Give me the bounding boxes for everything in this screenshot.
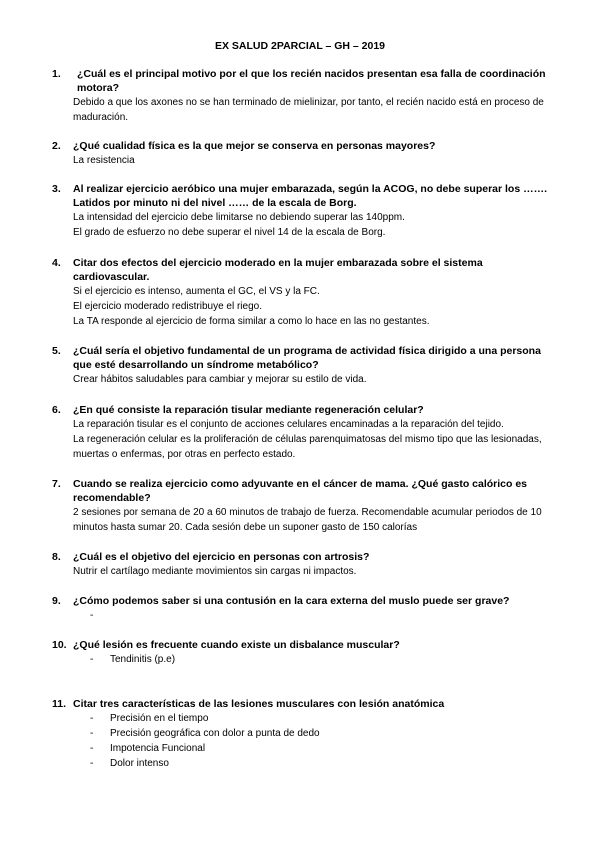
question-text: ¿Qué cualidad física es la que mejor se conserva en personas mayores? bbox=[73, 140, 436, 152]
question-8 bbox=[52, 550, 552, 579]
bullet-item bbox=[90, 726, 552, 741]
question-text: ¿En qué consiste la reparación tisular mediante regeneración celular? bbox=[73, 404, 424, 416]
dash-bullet-icon: - bbox=[90, 610, 94, 621]
bullet-text: Impotencia Funcional bbox=[110, 743, 206, 754]
question-text: ¿Cuál sería el objetivo fundamental de un programa de actividad física dirigido a una persona que esté desarrollando un síndrome metabólico? bbox=[73, 345, 541, 371]
question-number: 6. bbox=[52, 404, 61, 416]
answer-line: La intensidad del ejercicio debe limitarse no debiendo superar las 140ppm. bbox=[73, 212, 405, 223]
question-number: 8. bbox=[52, 551, 61, 563]
answer-line: La TA responde al ejercicio de forma similar a como lo hace en las no gestantes. bbox=[73, 316, 430, 327]
dash-bullet-icon: - bbox=[90, 758, 94, 769]
question-number: 10. bbox=[52, 639, 67, 651]
dash-bullet-icon: - bbox=[90, 654, 94, 665]
question-text: ¿Cuál es el principal motivo por el que los recién nacidos presentan esa falla de coordinación motora? bbox=[77, 68, 546, 94]
dash-bullet-icon: - bbox=[90, 728, 94, 739]
dash-bullet-icon: - bbox=[90, 713, 94, 724]
document-title: EX SALUD 2PARCIAL – GH – 2019 bbox=[215, 40, 385, 52]
bullet-text: Tendinitis (p.e) bbox=[110, 654, 176, 665]
bullet-text: Dolor intenso bbox=[110, 758, 169, 769]
question-number: 7. bbox=[52, 478, 61, 490]
answer-line: Si el ejercicio es intenso, aumenta el GC, el VS y la FC. bbox=[73, 286, 320, 297]
answer-line: El ejercicio moderado redistribuye el riego. bbox=[73, 301, 262, 312]
question-number: 11. bbox=[52, 698, 67, 710]
answer-line: Crear hábitos saludables para cambiar y mejorar su estilo de vida. bbox=[73, 374, 367, 385]
question-number: 9. bbox=[52, 595, 61, 607]
question-9 bbox=[52, 594, 552, 621]
question-4 bbox=[52, 256, 552, 329]
question-2 bbox=[52, 139, 552, 168]
question-text: ¿Cuál es el objetivo del ejercicio en personas con artrosis? bbox=[73, 551, 370, 563]
question-number: 2. bbox=[52, 140, 61, 152]
answer-line: La regeneración celular es la proliferación de células parenquimatosas del mismo tipo que las lesionadas, muertas o enfermas, por otras en perfecto estado. bbox=[73, 434, 542, 460]
bullet-item bbox=[90, 711, 552, 726]
dash-bullet-icon: - bbox=[90, 743, 94, 754]
answer-line: El grado de esfuerzo no debe superar el nivel 14 de la escala de Borg. bbox=[73, 227, 386, 238]
bullet-text: Precisión en el tiempo bbox=[110, 713, 209, 724]
question-5 bbox=[52, 344, 552, 387]
bullet-item bbox=[90, 741, 552, 756]
bullet-item bbox=[90, 652, 552, 667]
answer-line: 2 sesiones por semana de 20 a 60 minutos de trabajo de fuerza. Recomendable acumular periodos de 10 minutos hasta sumar 20. Cada sesión debe un suponer gasto de 150 calorías bbox=[73, 507, 542, 533]
question-number: 5. bbox=[52, 345, 61, 357]
bullet-text: Precisión geográfica con dolor a punta de dedo bbox=[110, 728, 320, 739]
question-3 bbox=[52, 182, 552, 240]
answer-line: La reparación tisular es el conjunto de acciones celulares encaminadas a la reparación del tejido. bbox=[73, 419, 504, 430]
question-6 bbox=[52, 403, 552, 462]
question-text: ¿Qué lesión es frecuente cuando existe un disbalance muscular? bbox=[73, 639, 400, 651]
question-1 bbox=[52, 67, 552, 125]
question-text: Citar tres características de las lesiones musculares con lesión anatómica bbox=[73, 698, 445, 710]
answer-line: Nutrir el cartílago mediante movimientos sin cargas ni impactos. bbox=[73, 566, 357, 577]
question-text: Cuando se realiza ejercicio como adyuvante en el cáncer de mama. ¿Qué gasto calórico es recomendable? bbox=[73, 478, 528, 504]
answer-line: La resistencia bbox=[73, 155, 135, 166]
bullet-item bbox=[90, 756, 552, 771]
question-number: 3. bbox=[52, 183, 61, 195]
question-text: Al realizar ejercicio aeróbico una mujer embarazada, según la ACOG, no debe superar los ……. Latidos por minuto ni del nivel …… de la escala de Borg. bbox=[73, 183, 548, 209]
question-text: ¿Cómo podemos saber si una contusión en la cara externa del muslo puede ser grave? bbox=[73, 595, 510, 607]
question-7 bbox=[52, 477, 552, 535]
question-number: 4. bbox=[52, 257, 61, 269]
question-10 bbox=[52, 638, 552, 667]
answer-line: Debido a que los axones no se han terminado de mielinizar, por tanto, el recién nacido está en proceso de maduración. bbox=[73, 97, 544, 123]
question-number: 1. bbox=[52, 68, 61, 80]
question-text: Citar dos efectos del ejercicio moderado en la mujer embarazada sobre el sistema cardiovascular. bbox=[73, 257, 483, 283]
question-11 bbox=[52, 697, 552, 771]
